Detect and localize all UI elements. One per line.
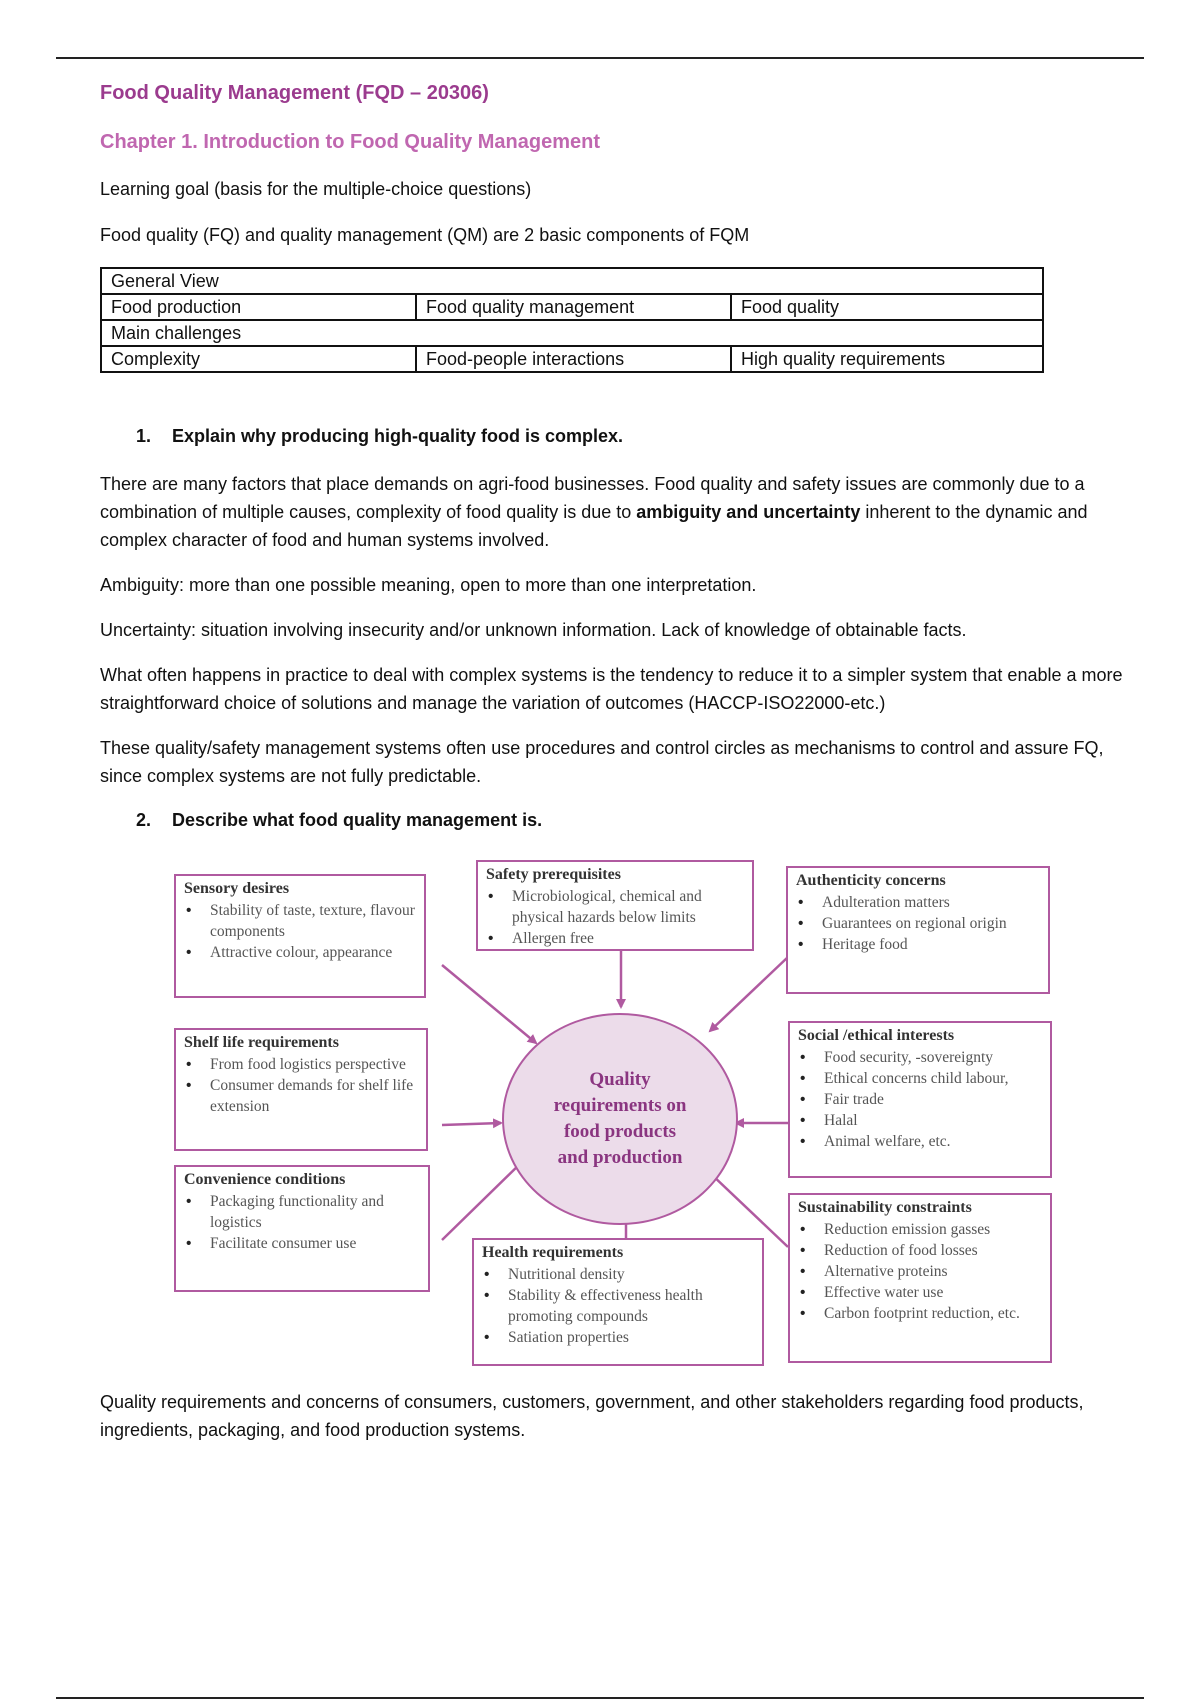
bottom-rule xyxy=(56,1697,1144,1699)
shelf-life-box xyxy=(174,1028,428,1151)
list-item: • Facilitate consumer use xyxy=(184,1233,420,1254)
list-item: • Microbiological, chemical and physical hazards below limits xyxy=(486,886,744,928)
list-item: • Heritage food xyxy=(796,934,1040,955)
list-item: • Ethical concerns child labour, xyxy=(798,1068,1042,1089)
list-item: • Stability & effectiveness health promoting compounds xyxy=(482,1285,754,1327)
quality-requirements-diagram xyxy=(180,855,1060,1375)
list-item: • Guarantees on regional origin xyxy=(796,913,1040,934)
arrow-sustainability xyxy=(710,1173,788,1247)
systems-paragraph: These quality/safety management systems often use procedures and control circles as mechanisms to control and assure FQ, since complex systems are not fully predictable. xyxy=(100,738,1104,786)
practice-paragraph: What often happens in practice to deal with complex systems is the tendency to reduce it to a simpler system that enable a more straightforward choice of solutions and manage the variation of outcomes (HACCP-ISO22000-etc.) xyxy=(100,665,1123,713)
question-text: Describe what food quality management is. xyxy=(172,810,543,830)
box-title: Shelf life requirements xyxy=(184,1034,339,1051)
box-title: Authenticity concerns xyxy=(796,872,946,889)
table-cell: Food quality xyxy=(731,294,1043,320)
arrow-convenience xyxy=(442,1160,524,1240)
box-title: Health requirements xyxy=(482,1244,624,1261)
table-cell: Food quality management xyxy=(416,294,731,320)
top-rule xyxy=(56,57,1144,59)
sensory-desires-box xyxy=(174,874,426,998)
social-ethical-box xyxy=(788,1021,1052,1178)
learning-goal: Learning goal (basis for the multiple-choice questions) xyxy=(100,179,532,199)
question-1-heading xyxy=(136,426,623,447)
arrow-authenticity xyxy=(710,957,788,1031)
table-row xyxy=(101,320,1043,346)
list-item: • Halal xyxy=(798,1110,1042,1131)
box-title: Sustainability constraints xyxy=(798,1199,972,1216)
table-cell: Main challenges xyxy=(101,320,1043,346)
list-item: • Carbon footprint reduction, etc. xyxy=(798,1303,1042,1324)
list-item: • Satiation properties xyxy=(482,1327,754,1348)
sustainability-constraints-box xyxy=(788,1193,1052,1363)
authenticity-concerns-box xyxy=(786,866,1050,994)
health-requirements-box xyxy=(472,1238,764,1366)
paragraph-text: There are many factors that place demands on agri-food businesses. Food quality and safety issues are commonly due to a combination of multiple causes, complexity of food quality is due to xyxy=(100,474,1085,522)
list-item: • Consumer demands for shelf life extension xyxy=(184,1075,418,1117)
question-number: 2. xyxy=(136,810,152,830)
list-item: • Packaging functionality and logistics xyxy=(184,1191,420,1233)
list-item: • Allergen free xyxy=(486,928,744,949)
safety-prerequisites-box xyxy=(476,860,754,951)
list-item: • From food logistics perspective xyxy=(184,1054,418,1075)
circle-text-line: and production xyxy=(557,1147,683,1168)
box-title: Social /ethical interests xyxy=(798,1027,955,1044)
table-row xyxy=(101,294,1043,320)
list-item: • Stability of taste, texture, flavour components xyxy=(184,900,416,942)
table-cell: High quality requirements xyxy=(731,346,1043,372)
paragraph-text: inherent to the dynamic and complex character of food and human systems involved. xyxy=(100,502,1088,550)
list-item: • Fair trade xyxy=(798,1089,1042,1110)
list-item: • Effective water use xyxy=(798,1282,1042,1303)
document-title: Food Quality Management (FQD – 20306) xyxy=(100,82,489,104)
emphasis-text: ambiguity and uncertainty xyxy=(636,502,861,522)
chapter-title: Chapter 1. Introduction to Food Quality Management xyxy=(100,131,601,153)
list-item: • Adulteration matters xyxy=(796,892,1040,913)
list-item: • Nutritional density xyxy=(482,1264,754,1285)
ambiguity-definition: Ambiguity: more than one possible meaning, open to more than one interpretation. xyxy=(100,575,757,595)
quality-requirements-circle xyxy=(502,1013,738,1225)
question-2-heading xyxy=(136,810,542,831)
table-cell: General View xyxy=(101,268,1043,294)
circle-text-line: food products xyxy=(563,1121,677,1142)
general-view-table xyxy=(100,267,1044,373)
table-cell: Food-people interactions xyxy=(416,346,731,372)
circle-text-line: requirements on xyxy=(553,1095,687,1116)
table-cell: Complexity xyxy=(101,346,416,372)
table-row xyxy=(101,268,1043,294)
circle-text-line: Quality xyxy=(589,1069,651,1090)
list-item: • Attractive colour, appearance xyxy=(184,942,416,963)
complexity-paragraph xyxy=(100,470,1130,554)
list-item: • Animal welfare, etc. xyxy=(798,1131,1042,1152)
table-row xyxy=(101,346,1043,372)
box-title: Convenience conditions xyxy=(184,1171,346,1188)
closing-paragraph: Quality requirements and concerns of consumers, customers, government, and other stakeholders regarding food products, ingredients, packaging, and food production systems. xyxy=(100,1392,1084,1440)
arrow-sensory xyxy=(442,965,536,1043)
box-title: Safety prerequisites xyxy=(486,866,621,883)
components-statement: Food quality (FQ) and quality management (QM) are 2 basic components of FQM xyxy=(100,225,750,245)
question-text: Explain why producing high-quality food is complex. xyxy=(172,426,624,446)
list-item: • Alternative proteins xyxy=(798,1261,1042,1282)
arrow-shelf xyxy=(442,1123,501,1125)
question-number: 1. xyxy=(136,426,152,446)
box-title: Sensory desires xyxy=(184,880,290,897)
convenience-conditions-box xyxy=(174,1165,430,1292)
uncertainty-definition: Uncertainty: situation involving insecurity and/or unknown information. Lack of knowledge of obtainable facts. xyxy=(100,620,967,640)
list-item: • Food security, -sovereignty xyxy=(798,1047,1042,1068)
list-item: • Reduction of food losses xyxy=(798,1240,1042,1261)
list-item: • Reduction emission gasses xyxy=(798,1219,1042,1240)
table-cell: Food production xyxy=(101,294,416,320)
